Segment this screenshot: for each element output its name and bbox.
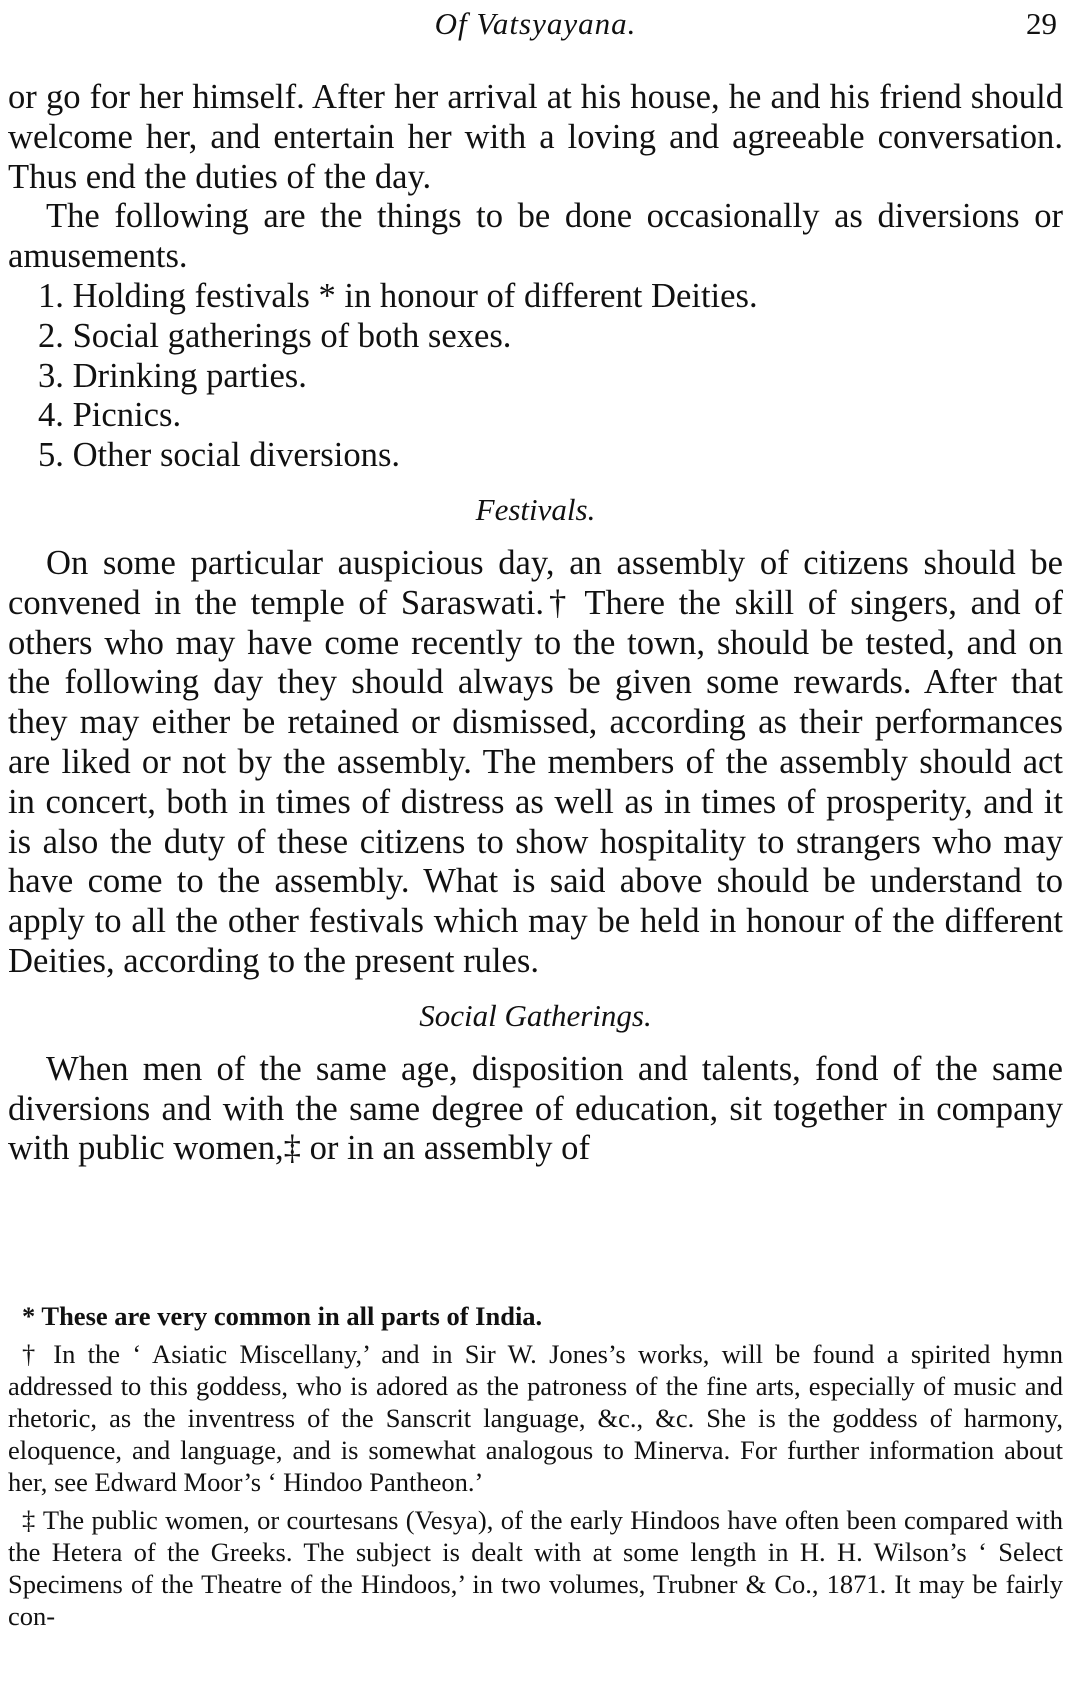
page-number: 29 — [1026, 6, 1057, 41]
running-head — [8, 2, 1063, 46]
paragraph-intro: or go for her himself. After her arrival at his house, he and his friend should welcome her, and entertain her with a loving and agreeable conversation. Thus end the duties of the day. — [8, 78, 1063, 196]
paragraph-festivals: On some particular auspicious day, an assembly of citizens should be convened in the temple of Saraswati.† There the skill of singers, and of others who may have come recently to the town, should be tested, and on the following day they should always be given some rewards. After that they may either be retained or dismissed, according as their performances are liked or not by the assembly. The members of the assembly should act in concert, both in times of distress as well as in times of prosperity, and it is also the duty of these citizens to show hospitality to strangers who may have come to the assembly. What is said above should be understand to apply to all the other festivals which may be held in honour of the different Deities, according to the present rules. — [8, 543, 1063, 980]
section-heading-festivals: Festivals. — [475, 491, 596, 527]
running-title: Of Vatsyayana. — [434, 6, 637, 41]
list-item: 5. Other social diversions. — [38, 436, 401, 475]
list-item: 4. Picnics. — [38, 396, 182, 435]
paragraph-following: The following are the things to be done occasionally as diversions or amusements. — [8, 197, 1063, 276]
footnote-asterisk: * These are very common in all parts of India. — [22, 1301, 543, 1331]
footnote-dagger: † In the ‘ Asiatic Miscellany,’ and in Sir W. Jones’s works, will be found a spirited hymn addressed to this goddess, who is adored as the patroness of the fine arts, especially of music and rhetoric, as the inventress of the Sanscrit language, &c., &c. She is the goddess of harmony, eloquence, and language, and is somewhat analogous to Minerva. For further information about her, see Edward Moor’s ‘ Hindoo Pantheon.’ — [8, 1339, 1063, 1497]
list-item: 1. Holding festivals * in honour of different Deities. — [38, 276, 758, 315]
paragraph-social-gatherings: When men of the same age, disposition and talents, fond of the same diversions and with the same degree of education, sit together in company with public women,‡ or in an assembly of — [8, 1049, 1063, 1168]
book-page — [8, 0, 1063, 1689]
footnote-double-dagger: ‡ The public women, or courtesans (Vesya), of the early Hindoos have often been compared with the Hetera of the Greeks. The subject is dealt with at some length in H. H. Wilson’s ‘ Select Specimens of the Theatre of the Hindoos,’ in two volumes, Trubner & Co., 1871. It may be fairly con- — [8, 1505, 1063, 1631]
diversions-list — [8, 277, 1063, 476]
section-heading-social-gatherings: Social Gatherings. — [419, 997, 652, 1033]
footnotes — [8, 1300, 1063, 1638]
body-text — [8, 78, 1063, 1169]
list-item: 3. Drinking parties. — [38, 356, 307, 395]
list-item: 2. Social gatherings of both sexes. — [38, 316, 512, 355]
